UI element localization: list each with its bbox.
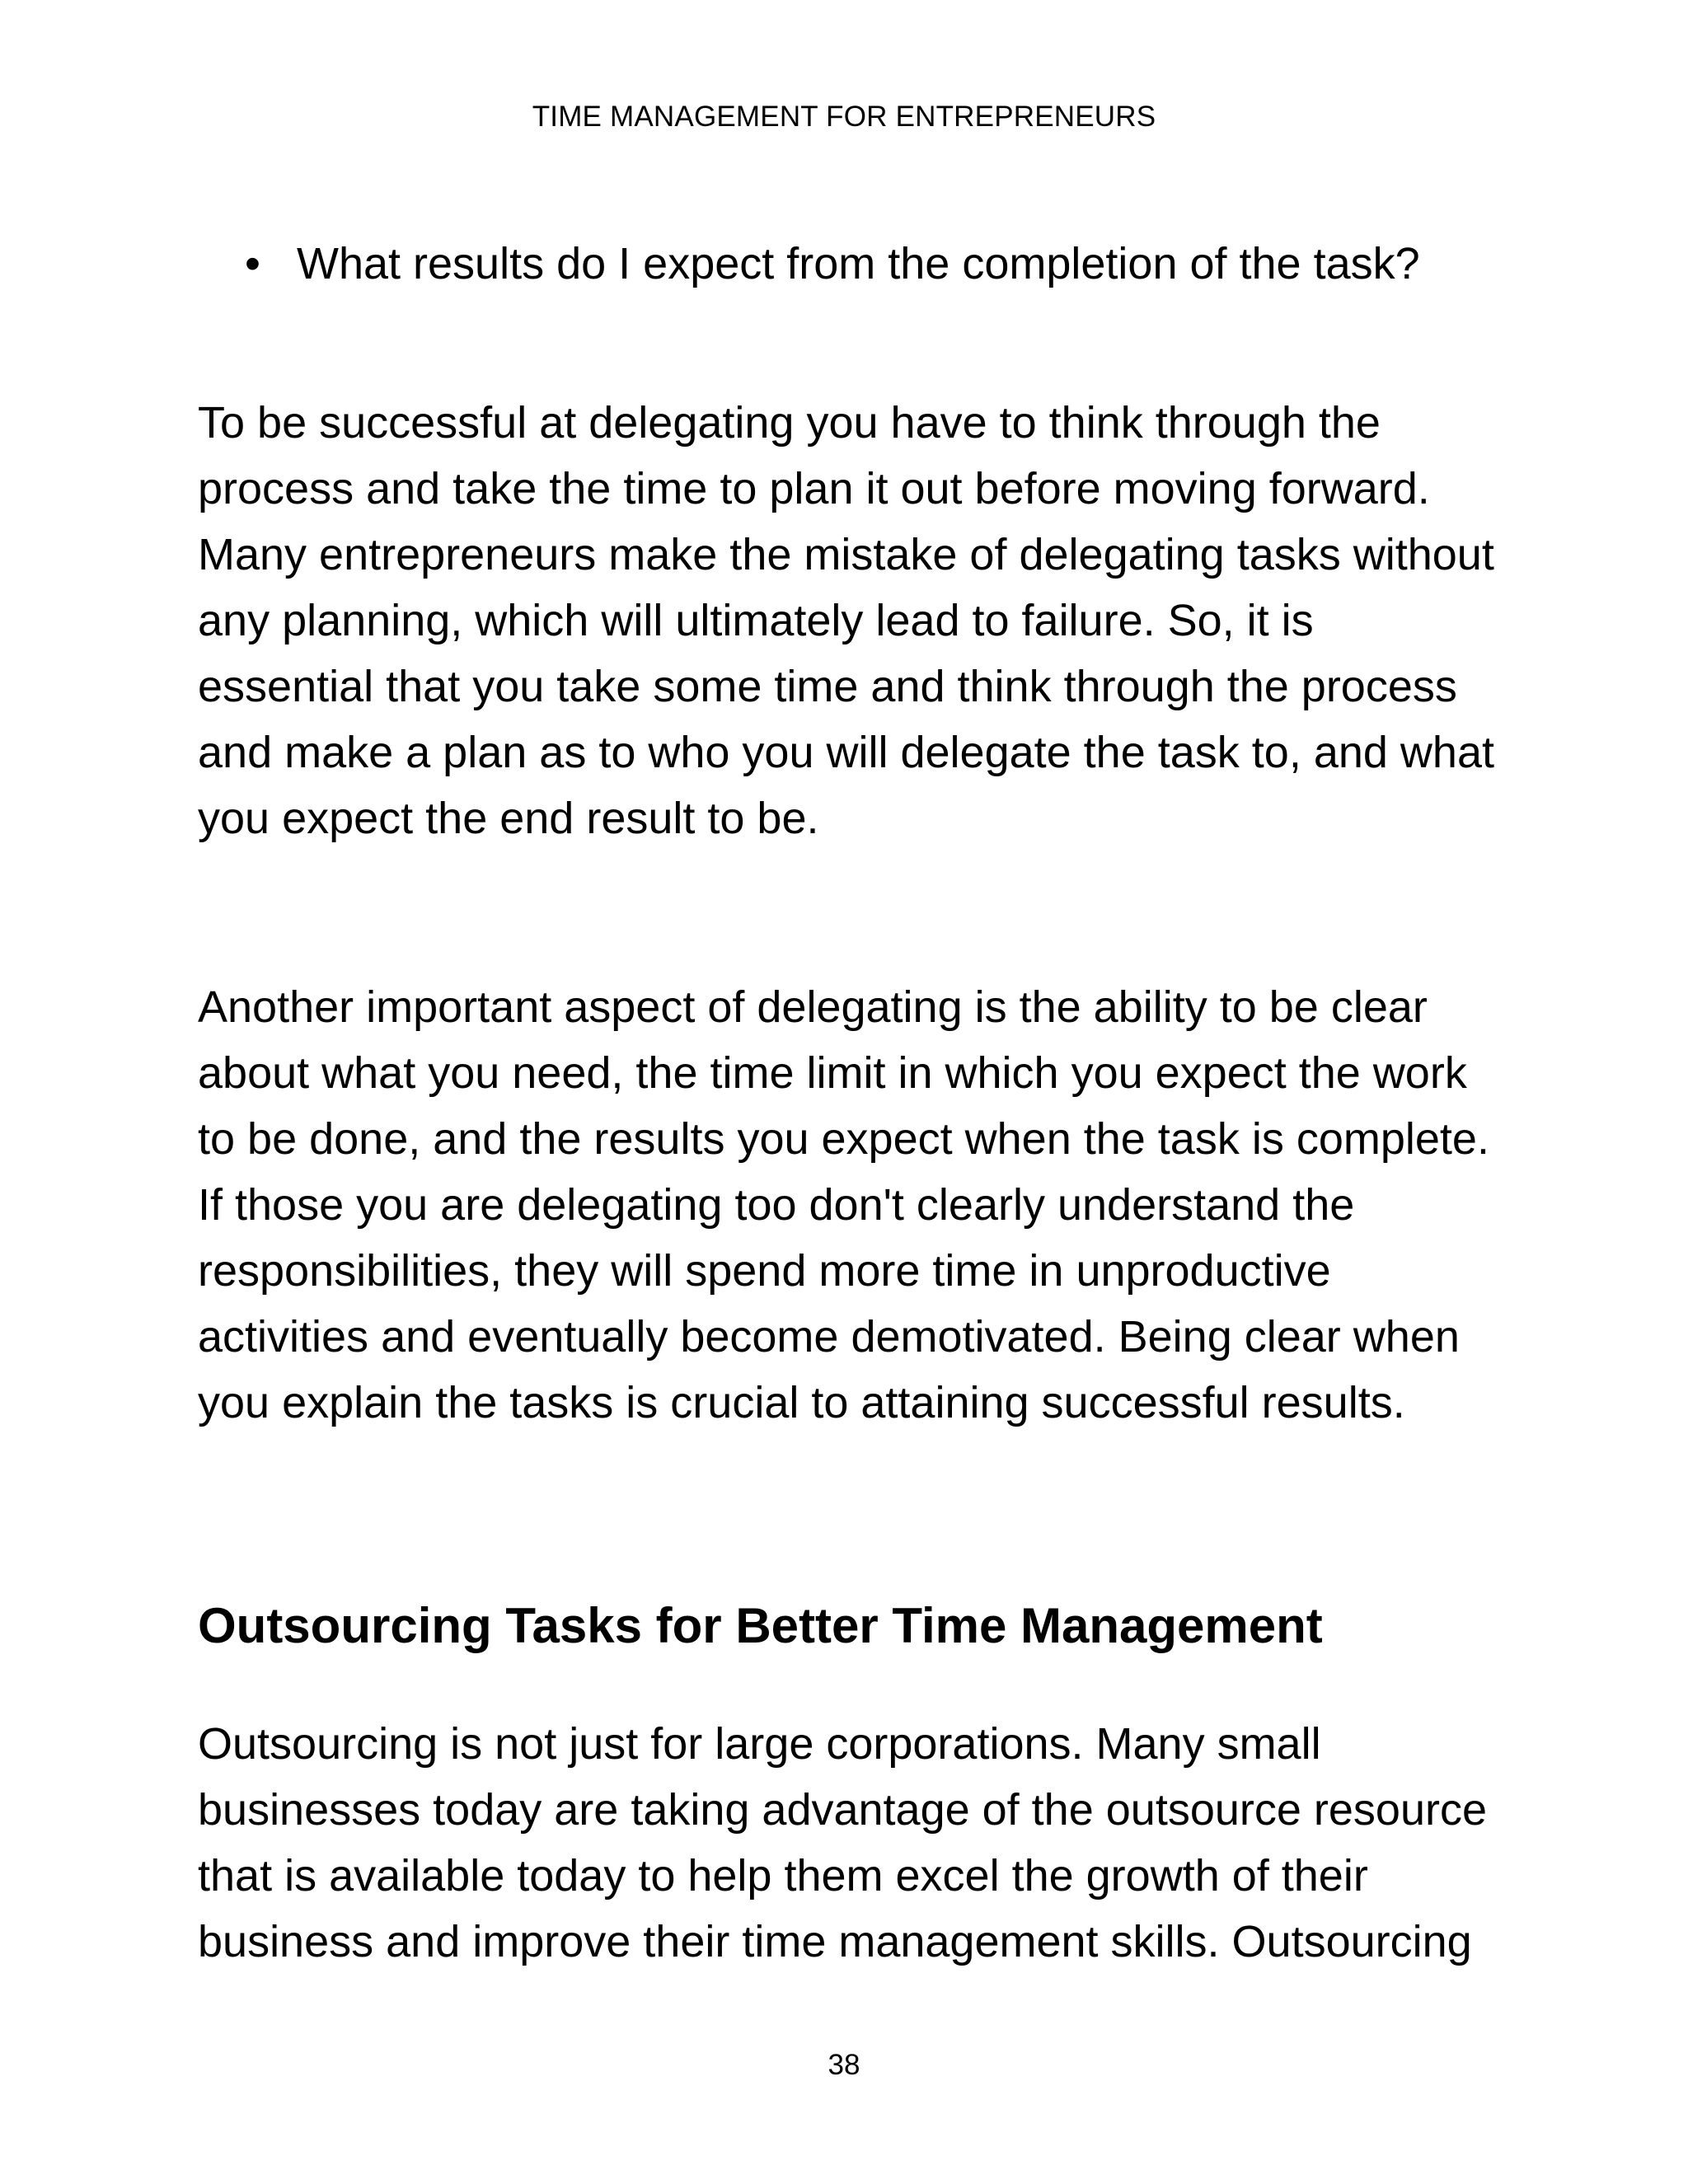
body-paragraph-delegating-clarity: Another important aspect of delegating is the ability to be clear about what you need, the time limit in which you expect the work to be done, and the results you expect when the task is complete. If those you are delegating too don't clearly understand the responsibilities, they will spend more time in unproductive activities and eventually become demotivated. Being clear when you explain the tasks is crucial to attaining successful results. — [198, 982, 1489, 1427]
page-number: 38 — [828, 2049, 860, 2081]
bullet-item-text: What results do I expect from the completion of the task? — [297, 239, 1420, 288]
running-header: TIME MANAGEMENT FOR ENTREPRENEURS — [532, 101, 1156, 133]
body-paragraph-delegating-planning: To be successful at delegating you have to think through the process and take the time to plan it out before moving forward. Many entrepreneurs make the mistake of delegating tasks without any planning, which will ultimately lead to failure. So, it is essential that you take some time and think through the process and make a plan as to who you will delegate the task to, and what you expect the end result to be. — [198, 398, 1494, 843]
section-heading: Outsourcing Tasks for Better Time Management — [198, 1598, 1323, 1653]
bullet-symbol: • — [245, 239, 260, 288]
body-paragraph-outsourcing: Outsourcing is not just for large corporations. Many small businesses today are taking advantage of the outsource resource that is available today to help them excel the growth of their business and improve their time management skills. Outsourcing — [198, 1719, 1487, 1966]
